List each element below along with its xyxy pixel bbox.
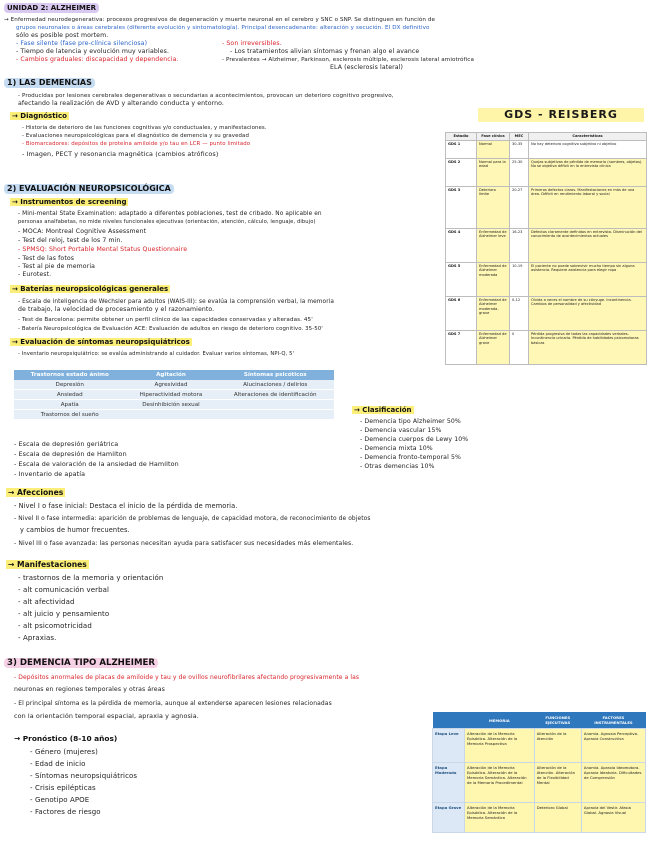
symptoms-header-row: [14, 370, 334, 380]
bat-line-1: - Escala de inteligencia de Wechsler para adultos (WAIS-III): se evalúa la comprensión verbal, la memoria: [18, 299, 335, 305]
screening-heading-text: → Instrumentos de screening: [12, 198, 127, 206]
phase-item-cell: Alteración de la Atención: [534, 729, 581, 763]
intro-line-6-text: - Cambios graduales: discapacidad y dependencia.: [16, 56, 179, 63]
screening-line-3: - MOCA: Montreal Cognitive Assessment: [18, 228, 147, 235]
clas-line-2: - Demencia vascular 15%: [360, 427, 442, 434]
gds-cell: Olvida a veces el nombre de su cónyuge. Incontinencia. Cambios de personalidad y afectividad: [529, 296, 647, 330]
s1-line-1: - Producidas por lesiones cerebrales degenerativas o secundarias a acontecimientos, provocan un deterioro cognitivo progresivo,: [18, 93, 394, 99]
symptoms-cell: Ansiedad: [14, 390, 125, 400]
phase-cell: Etapa Leve: [433, 729, 465, 763]
screening-heading: [10, 198, 128, 207]
intro-line-3: sólo es posible post mortem.: [16, 32, 109, 39]
symptoms-header-cell: Trastornos estado ánimo: [14, 370, 125, 380]
manif-line-2: - alt comunicación verbal: [18, 586, 110, 594]
phase-cell: Etapa Moderada: [433, 763, 465, 803]
symptoms-table: [14, 370, 334, 420]
gds-cell: GDS 2: [446, 158, 477, 186]
sintomas-heading: [10, 338, 192, 347]
table-row: [433, 763, 646, 803]
screening-line-8: - Eurotest.: [18, 271, 52, 278]
prog-line-1: - Género (mujeres): [30, 748, 98, 756]
symptoms-cell: [216, 400, 334, 410]
gds-header-cell: Características: [529, 133, 647, 141]
dx-line-3: [22, 140, 250, 148]
gds-cell: Enfermedad de Alzheimer moderada-grave: [477, 296, 510, 330]
gds-cell: 30-35: [510, 140, 529, 158]
intro-line-7: ELA (esclerosis lateral): [330, 64, 404, 71]
gds-cell: 10-19: [510, 262, 529, 296]
phases-table: [432, 712, 646, 833]
section-1-title: 1) LAS DEMENCIAS: [4, 78, 95, 88]
phase-item-cell: Anomia. Apraxia Ideomotora. Apraxia Ideatoria. Dificultades de Comprensión: [581, 763, 645, 803]
gds-cell: Enfermedad de Alzheimer moderada: [477, 262, 510, 296]
gds-cell: Pérdida progresiva de todas las capacidades verbales. Incontinencia urinaria. Pérdida de habilidades psicomotoras básicas: [529, 330, 647, 364]
phase-cell: Etapa Grave: [433, 803, 465, 833]
intro-line-6b: - Prevalentes → Alzheimer, Parkinson, esclerosis múltiple, esclerosis lateral amiotrófica: [222, 57, 475, 63]
prog-line-4: - Crisis epilépticas: [30, 784, 96, 792]
bat-line-4: - Batería Neuropsicológica de Evaluación ACE: Evaluación de adultos en riesgo de deterioro cognitivo. 35-50': [18, 326, 323, 332]
clas-line-1: - Demencia tipo Alzheimer 50%: [360, 418, 461, 425]
phase-item-cell: Anomia. Agnosia Perceptiva. Apraxia Constructiva: [581, 729, 645, 763]
s3-line-3: - El principal síntoma es la pérdida de memoria, aunque al extenderse aparecen lesiones relacionadas: [14, 700, 332, 707]
afec-line-1: - Nivel I o fase inicial: Destaca el inicio de la pérdida de memoria.: [14, 502, 238, 510]
escala-line-2: - Escala de depresión de Hamilton: [14, 450, 127, 458]
gds-cell: Enfermedad de Alzheimer leve: [477, 228, 510, 262]
clas-line-5: - Demencia fronto-temporal 5%: [360, 454, 461, 461]
gds-cell: GDS 3: [446, 186, 477, 228]
table-row: [446, 186, 647, 228]
symptoms-cell: Depresión: [14, 380, 125, 390]
manif-line-3: - alt afectividad: [18, 598, 75, 606]
intro-line-4: [16, 40, 147, 48]
phases-header-cell: FUNCIONES EJECUTIVAS: [534, 712, 581, 729]
screening-line-1: - Mini-mental State Examination: adaptado a diferentes poblaciones, test de cribado. No aplicable en: [18, 211, 322, 217]
gds-cell: GDS 4: [446, 228, 477, 262]
prog-line-6: - Factores de riesgo: [30, 808, 101, 816]
escala-line-1: - Escala de depresión geriátrica: [14, 440, 119, 448]
table-row: [446, 158, 647, 186]
gds-table: [445, 132, 647, 365]
dx-line-4: - Imagen, PECT y resonancia magnética (cambios atróficos): [22, 150, 219, 158]
bat-line-3: - Test de Barcelona: permite obtener un perfil clínico de las capacidades conservadas y alteradas. 45': [18, 317, 313, 323]
diagnostico-heading: [10, 112, 69, 121]
phase-item-cell: Alteración de la Memoria Episódica. Alteración de la Memoria Prospectiva: [465, 729, 535, 763]
gds-cell: 20-27: [510, 186, 529, 228]
gds-cell: El paciente no puede sobrevivir mucho tiempo sin alguna asistencia. Requiere asistencia para elegir ropa: [529, 262, 647, 296]
sym-line-1: - Inventario neuropsiquiátrico: se evalúa administrando al cuidador. Evaluar varios síntomas, NPI-Q, 5': [18, 351, 294, 357]
gds-header-row: [446, 133, 647, 141]
symptoms-cell: Apatía: [14, 400, 125, 410]
intro-line-6: [16, 56, 179, 64]
gds-cell: 0-12: [510, 296, 529, 330]
gds-cell: GDS 5: [446, 262, 477, 296]
afec-line-3: y cambios de humor frecuentes.: [20, 526, 130, 534]
phases-header-cell: FACTORES INSTRUMENTALES: [581, 712, 645, 729]
pronostico-heading: → Pronóstico (8-10 años): [14, 734, 118, 743]
symptoms-cell: [216, 410, 334, 420]
sintomas-heading-text: → Evaluación de síntomas neuropsiquiátricos: [12, 338, 190, 346]
s3-line-1: - Depósitos anormales de placas de amiloide y tau y de ovillos neurofibrilares afectando progresivamente a las: [14, 674, 360, 681]
baterias-heading: [10, 285, 170, 294]
intro-line-4b: - Son irreversibles.: [222, 40, 282, 47]
gds-cell: GDS 1: [446, 140, 477, 158]
intro-line-2-text: grupos neuronales o áreas cerebrales (diferente evolución y sintomatología). Principal desencadenante: alteración y secución. El DX definitivo: [16, 25, 430, 31]
section-3-title: 3) DEMENCIA TIPO ALZHEIMER: [4, 658, 158, 668]
gds-header-cell: Fase clínica: [477, 133, 510, 141]
gds-title: GDS - REISBERG: [478, 108, 644, 122]
table-row: [14, 380, 334, 390]
gds-cell: Normal: [477, 140, 510, 158]
clas-line-3: - Demencia cuerpos de Lewy 10%: [360, 436, 469, 443]
manif-line-6: - Apraxias.: [18, 634, 57, 642]
symptoms-cell: Agresividad: [125, 380, 216, 390]
unit-title: UNIDAD 2: ALZHEIMER: [4, 3, 99, 13]
manif-line-4: - alt juicio y pensamiento: [18, 610, 110, 618]
phase-item-cell: Deterioro Global: [534, 803, 581, 833]
table-row: [446, 262, 647, 296]
gds-cell: No hay deterioro cognitivo subjetivo ni objetivo: [529, 140, 647, 158]
phase-item-cell: Apraxia del Vestir. Afasia Global. Agnosia Visual: [581, 803, 645, 833]
gds-cell: Primeros defectos claros. Manifestaciones en más de una área. Déficit en rendimiento laboral y social: [529, 186, 647, 228]
screening-line-4: - Test del reloj, test de los 7 min.: [18, 237, 123, 244]
dx-line-1: - Historia de deterioro de las funciones cognitivas y/o conductuales, y manifestaciones.: [22, 125, 267, 131]
clasificacion-heading-text: → Clasificación: [354, 406, 412, 414]
gds-cell: 16-23: [510, 228, 529, 262]
symptoms-cell: Alteraciones de identificación: [216, 390, 334, 400]
phases-header-cell: MEMORIA: [465, 712, 535, 729]
symptoms-cell: [125, 410, 216, 420]
intro-line-5b: - Los tratamientos alivian síntomas y frenan algo el avance: [230, 48, 420, 55]
screening-line-7: - Test al pie de memoria: [18, 263, 96, 270]
section-2-title: 2) EVALUACIÓN NEUROPSICOLÓGICA: [4, 184, 174, 194]
table-row: [446, 330, 647, 364]
dx-line-3-text: - Biomarcadores: depósitos de proteína amiloide y/o tau en LCR — punto limitado: [22, 141, 251, 147]
symptoms-cell: Alucinaciones / delirios: [216, 380, 334, 390]
afec-line-2: - Nivel II o fase intermedia: aparición de problemas de lenguaje, de capacidad motora, de reconocimiento de objetos: [14, 516, 371, 522]
intro-line-4-text: - Fase silente (fase pre-clínica silenciosa): [16, 40, 148, 47]
gds-cell: 0: [510, 330, 529, 364]
diagnostico-heading-text: → Diagnóstico: [12, 112, 67, 120]
symptoms-header-cell: Síntomas psicóticos: [216, 370, 334, 380]
table-row: [446, 228, 647, 262]
clasificacion-heading: [352, 406, 414, 415]
table-row: [433, 803, 646, 833]
gds-cell: 25-30: [510, 158, 529, 186]
escala-line-4: - Inventario de apatía: [14, 470, 86, 478]
gds-header-cell: MEC: [510, 133, 529, 141]
bat-line-2: de trabajo, la velocidad de procesamiento y el razonamiento.: [18, 306, 215, 313]
s3-line-2: neuronas en regiones temporales y otras áreas: [14, 686, 165, 693]
afec-line-4: - Nivel III o fase avanzada: las personas necesitan ayuda para satisfacer sus necesidades más elementales.: [14, 540, 354, 547]
symptoms-header-cell: Agitación: [125, 370, 216, 380]
phases-header-row: [433, 712, 646, 729]
intro-line-2: [16, 24, 430, 32]
intro-line-1: → Enfermedad neurodegenerativa: procesos progresivos de degeneración y muerte neuronal en el cerebro y SNC o SNP. Se distinguen en función de: [4, 17, 436, 23]
manifestaciones-heading-text: → Manifestaciones: [8, 560, 87, 569]
s1-line-2: afectando la realización de AVD y alterando conducta y entorno.: [18, 100, 224, 107]
dx-line-2: - Evaluaciones neuropsicológicas para el diagnóstico de demencia y su gravedad: [22, 133, 249, 139]
symptoms-cell: Trastornos del sueño: [14, 410, 125, 420]
table-row: [433, 729, 646, 763]
gds-cell: Normal para la edad: [477, 158, 510, 186]
gds-cell: Enfermedad de Alzheimer grave: [477, 330, 510, 364]
prog-line-3: - Síntomas neuropsiquiátricos: [30, 772, 138, 780]
gds-cell: Quejas subjetivas de pérdida de memoria (nombres, objetos). No se objetiva déficit en la entrevista clínica: [529, 158, 647, 186]
manif-line-5: - alt psicomotricidad: [18, 622, 92, 630]
screening-line-5: - SPMSQ: Short Portable Mental Status Questionnaire: [18, 246, 188, 253]
escala-line-3: - Escala de valoración de la ansiedad de Hamilton: [14, 460, 179, 468]
table-row: [14, 400, 334, 410]
symptoms-cell: Hiperactividad motora: [125, 390, 216, 400]
table-row: [14, 410, 334, 420]
manif-line-1: - trastornos de la memoria y orientación: [18, 574, 164, 582]
baterias-heading-text: → Baterías neuropsicológicas generales: [12, 285, 169, 293]
gds-cell: Deterioro límite: [477, 186, 510, 228]
prog-line-5: - Genotipo APOE: [30, 796, 90, 804]
clas-line-4: - Demencia mixta 10%: [360, 445, 433, 452]
clas-line-6: - Otras demencias 10%: [360, 463, 435, 470]
table-row: [446, 296, 647, 330]
prog-line-2: - Edad de inicio: [30, 760, 86, 768]
phases-header-cell: [433, 712, 465, 729]
gds-cell: GDS 6: [446, 296, 477, 330]
gds-cell: GDS 7: [446, 330, 477, 364]
gds-header-cell: Estadio: [446, 133, 477, 141]
phase-item-cell: Alteración de la Memoria Episódica. Alteración de la Memoria Semántica: [465, 803, 535, 833]
afecciones-heading: [6, 488, 65, 497]
gds-cell: Defectos claramente definidos en entrevista. Disminución del conocimiento de acontecimientos actuales: [529, 228, 647, 262]
phase-item-cell: Alteración de la Atención. Alteración de la Flexibilidad Mental: [534, 763, 581, 803]
table-row: [446, 140, 647, 158]
s3-line-4: con la orientación temporal espacial, apraxia y agnosia.: [14, 712, 199, 720]
screening-line-2: personas analfabetas, no mide niveles funcionales ejecutivas (orientación, atención, cálculo, lenguaje, dibujo): [18, 219, 316, 225]
intro-line-5: - Tiempo de latencia y evolución muy variables.: [16, 48, 170, 55]
symptoms-cell: Desinhibición sexual: [125, 400, 216, 410]
table-row: [14, 390, 334, 400]
screening-line-6: - Test de las fotos: [18, 255, 75, 262]
manifestaciones-heading: [6, 560, 89, 569]
afecciones-heading-text: → Afecciones: [8, 488, 64, 497]
phase-item-cell: Alteración de la Memoria Episódica. Alteración de la Memoria Semántica. Alteración de la Memoria Procedimental: [465, 763, 535, 803]
